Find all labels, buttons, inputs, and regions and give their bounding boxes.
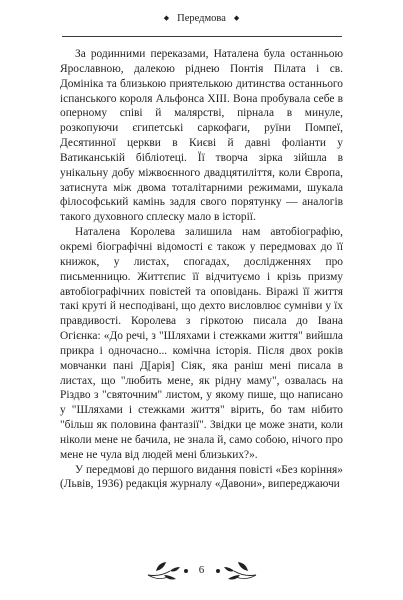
header-ornament-left: ◆ — [163, 13, 170, 22]
floral-ornament-right-icon — [212, 557, 258, 583]
paragraph: За родинними переказами, Наталена була останньою Ярославною, далекою ріднею Понтія Пілата і св. Домініка та близькою приятелькою дитинства останнього іспанського короля Альфонса XIII. Вона пробувала себе в оперному співі й малярстві, пірнала в минуле, розкопуючи єгипетські саркофаги, руїни Помпеї, Десятинної церкви в Києві й давні фоліанти у Ватиканській бібліотеці. Її творча зірка зійшла в унікальну добу міжвоєнного двадцятиліття, коли Європа, затиснута між двома тоталітарними режимами, шукала філософський камінь задля свого порятунку — аналогів такого духовного сплеску мало в історії. — [60, 48, 343, 224]
header-rule — [62, 36, 342, 37]
header-title: Передмова — [177, 12, 226, 24]
page-footer — [0, 557, 403, 587]
paragraph: Наталена Королева залишила нам автобіографію, окремі біографічні відомості є також у передмовах до її книжок, у листах, спогадах, дослідженнях про письменницю. Життєпис її відчитуємо і крізь призму автобіографічних повістей та оповідань. Віражі її життя такі круті й несподівані, що дехто висловлює сумніви у їх правдивості. Королева з гіркотою писала до Івана Огієнка: «До речі, з "Шляхами і стежками життя" вийшла прикра і одночасно... комічна історія. Після двох років мовчанки пані Д[арія] Сіяк, яка раніш мені писала в листах, що "любить мене, як рідну маму", озвалась на Різдво з "святочним" листом, у якому пише, що написано у "Шляхами і стежками життя" вірить, бо там нібито "більш як половина фантазії". Звідки це може знати, коли ніколи мене не бачила, не знала й, само собою, нічого про мене не чула від людей мені близьких?». — [60, 226, 343, 461]
paragraph: У передмові до першого видання повісті «Без коріння» (Львів, 1936) редакція журналу «Давони», випереджаючи — [60, 463, 343, 491]
running-header — [0, 8, 403, 28]
page-number: 6 — [198, 564, 205, 576]
body-text — [60, 47, 343, 492]
header-ornament-right: ◆ — [233, 13, 240, 22]
